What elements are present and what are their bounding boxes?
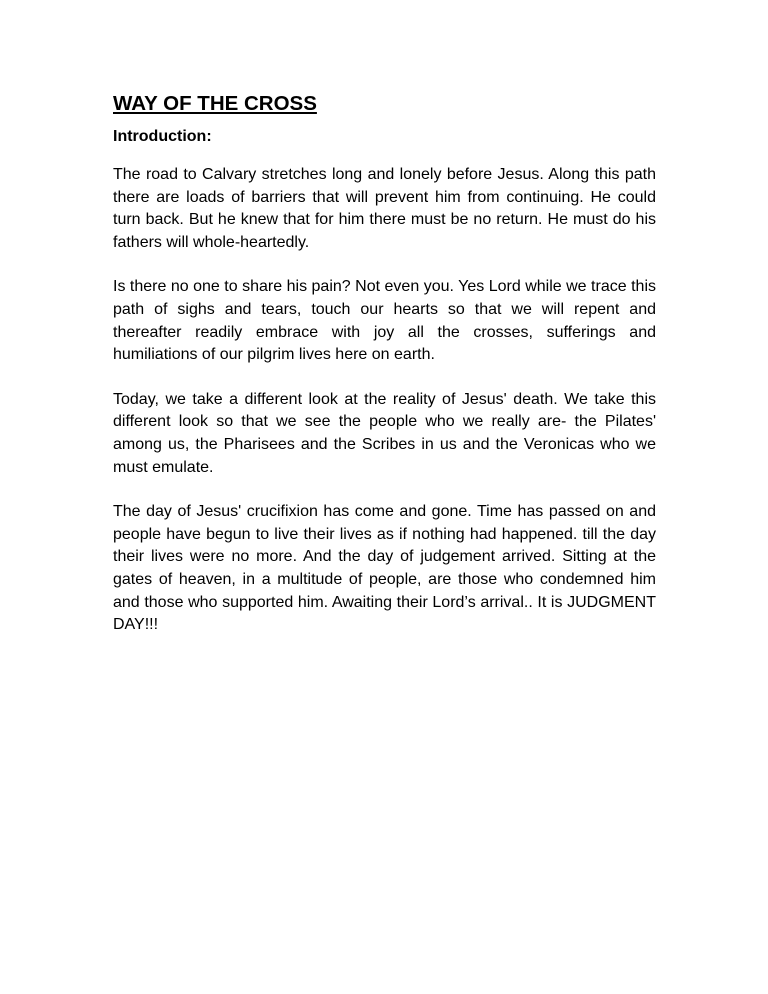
paragraph-4: The day of Jesus' crucifixion has come and gone. Time has passed on and people have begun to live their lives as if nothing had happened. till the day their lives were no more. And the day of judgement arrived. Sitting at the gates of heaven, in a multitude of people, are those who condemned him and those who supported him. Awaiting their Lord’s arrival.. It is JUDGMENT DAY!!! [113, 503, 656, 634]
paragraph-1: The road to Calvary stretches long and lonely before Jesus. Along this path there are loads of barriers that will prevent him from continuing. He could turn back. But he knew that for him there must be no return. He must do his fathers will whole-heartedly. [113, 166, 656, 251]
document-page [113, 88, 656, 637]
paragraph-3: Today, we take a different look at the reality of Jesus' death. We take this different look so that we see the people who we really are- the Pilates' among us, the Pharisees and the Scribes in us and the Veronicas who we must emulate. [113, 390, 656, 476]
document-title: WAY OF THE CROSS [113, 92, 317, 115]
paragraph-2: Is there no one to share his pain? Not even you. Yes Lord while we trace this path of sighs and tears, touch our hearts so that we will repent and thereafter readily embrace with joy all the crosses, sufferings and humiliations of our pilgrim lives here on earth. [113, 278, 656, 364]
section-heading-introduction: Introduction: [113, 128, 212, 145]
